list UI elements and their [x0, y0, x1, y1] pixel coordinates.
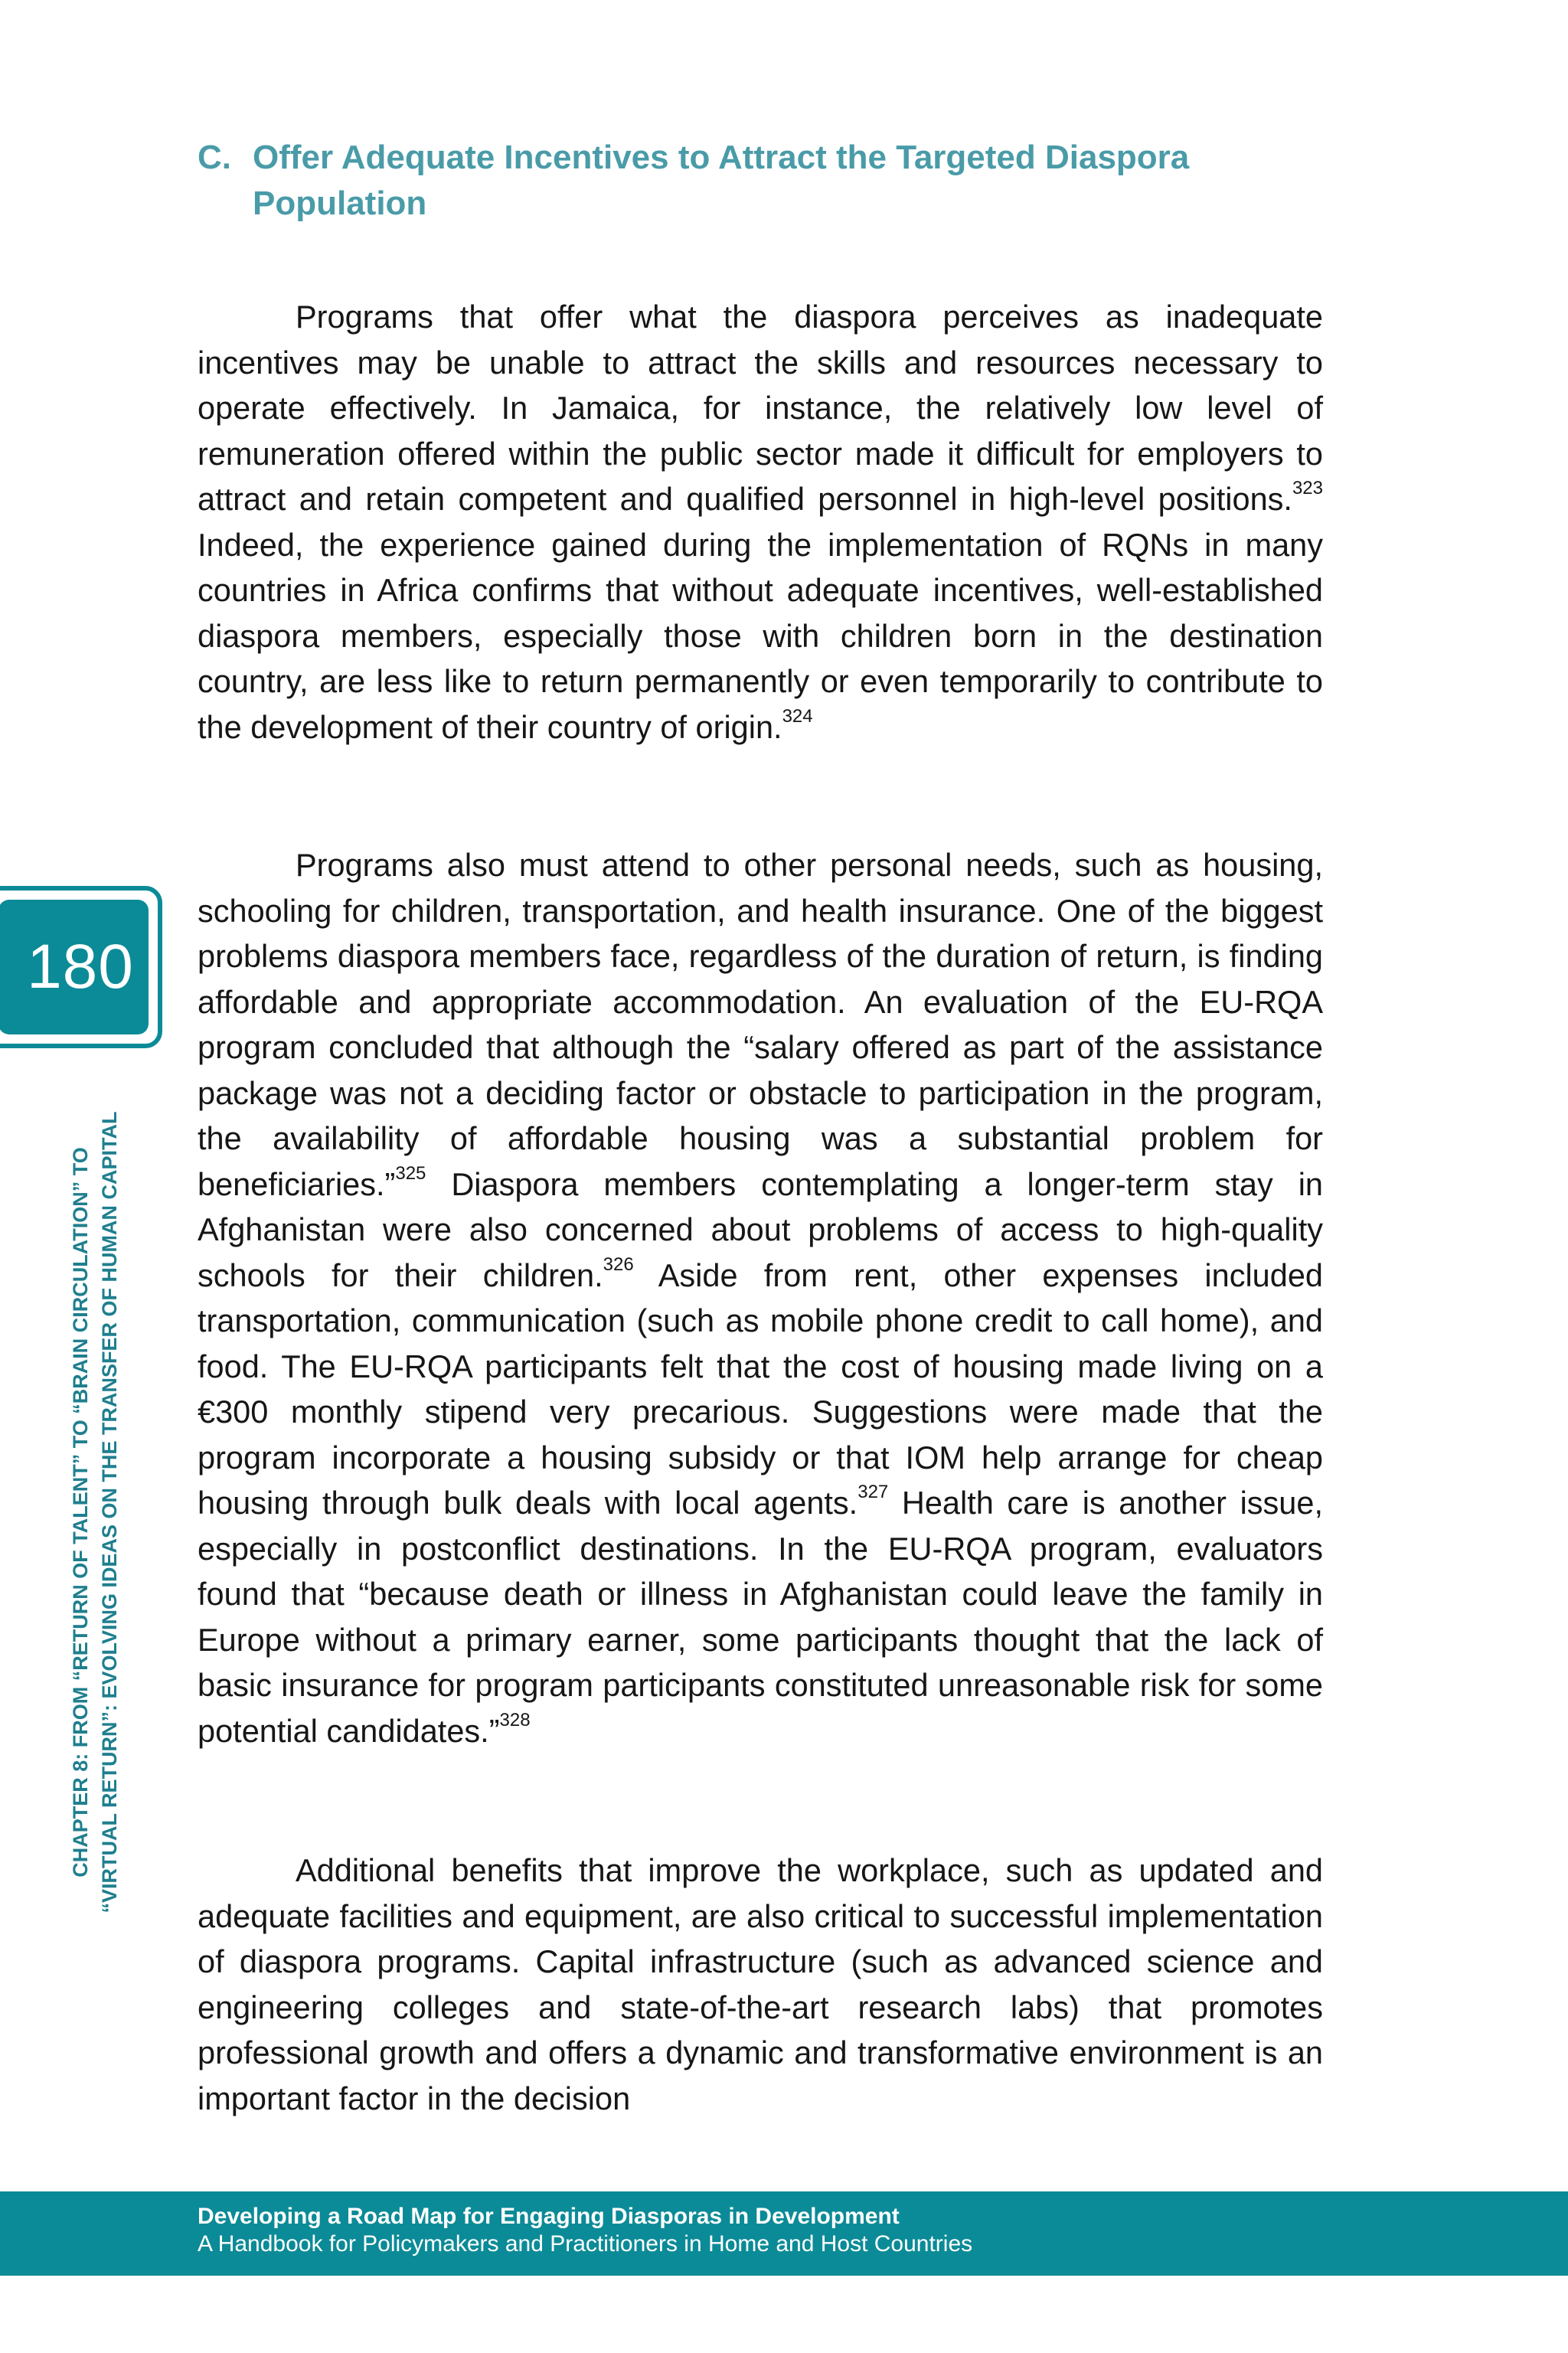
footer-bar — [0, 2191, 1568, 2276]
footer-subtitle: A Handbook for Policymakers and Practitioners in Home and Host Countries — [198, 2231, 973, 2257]
paragraph-3 — [198, 1848, 1323, 2121]
footer-title: Developing a Road Map for Engaging Diasporas in Development — [198, 2204, 900, 2229]
text-segment: Health care is another issue, especially in postconflict destinations. In the EU-RQA program, evaluators found that “because death or illness in Afghanistan could leave the family in Europe without a primary earner, some participants thought that the lack of basic insurance for program participants constituted unreasonable risk for some potential candidates.” — [198, 1485, 1323, 1749]
text-segment: Diaspora members contemplating a longer-term stay in Afghanistan were also concerned about problems of access to high-quality schools for their children. — [198, 1165, 1323, 1293]
section-title: Offer Adequate Incentives to Attract the Targeted Diaspora Population — [253, 139, 1190, 222]
page-number-tab — [0, 886, 162, 1048]
page-number-box — [0, 900, 149, 1034]
text-segment: Additional benefits that improve the workplace, such as updated and adequate facilities and equipment, are also critical to successful implementation of diaspora programs. Capital infrastructure (such as advanced science and engineering colleges and state-of-the-art research labs) that promotes professional growth and offers a dynamic and transformative environment is an important factor in the decision — [198, 1852, 1323, 2116]
page-number: 180 — [27, 932, 134, 1002]
text-segment: Programs that offer what the diaspora perceives as inadequate incentives may be unable to attract the skills and resources necessary to operate effectively. In Jamaica, for instance, the relatively low level of remuneration offered within the public sector made it difficult for employers to attract and retain competent and qualified personnel in high-level positions. — [198, 299, 1323, 517]
paragraph-2 — [198, 842, 1323, 1753]
text-segment: Aside from rent, other expenses included transportation, communication (such as mobile phone credit to call home), and food. The EU-RQA participants felt that the cost of housing made living on a €300 monthly stipend very precarious. Suggestions were made that the program incorporate a housing subsidy or that IOM help arrange for cheap housing through bulk deals with local agents. — [198, 1257, 1323, 1521]
footnote-marker: 328 — [499, 1709, 531, 1730]
footnote-marker: 324 — [782, 705, 813, 727]
paragraph-text — [198, 842, 1323, 1753]
chapter-label-line-2: “VIRTUAL RETURN”: EVOLVING IDEAS ON THE TRANSFER OF HUMAN CAPITAL — [98, 1111, 121, 1913]
section-letter: C. — [198, 139, 231, 176]
paragraph-text — [198, 294, 1323, 750]
footnote-marker: 323 — [1292, 478, 1323, 499]
paragraph-text — [198, 1848, 1323, 2121]
chapter-label-line-1: CHAPTER 8: FROM “RETURN OF TALENT” TO “BRAIN CIRCULATION” TO — [69, 1147, 92, 1877]
footnote-marker: 325 — [395, 1162, 426, 1184]
footnote-marker: 327 — [858, 1482, 889, 1503]
footnote-marker: 326 — [603, 1253, 634, 1275]
chapter-side-label — [66, 1072, 136, 1953]
text-segment: Programs also must attend to other personal needs, such as housing, schooling for children, transportation, and health insurance. One of the biggest problems diaspora members face, regardless of the duration of return, is finding affordable and appropriate accommodation. An evaluation of the EU-RQA program concluded that although the “salary offered as part of the assistance package was not a deciding factor or obstacle to participation in the program, the availability of affordable housing was a substantial problem for beneficiaries.” — [198, 847, 1323, 1202]
paragraph-1 — [198, 294, 1323, 750]
text-segment: Indeed, the experience gained during the implementation of RQNs in many countries in Africa confirms that without adequate incentives, well-established diaspora members, especially those with children born in the destination country, are less like to return permanently or even temporarily to contribute to the development of their country of origin. — [198, 526, 1323, 745]
